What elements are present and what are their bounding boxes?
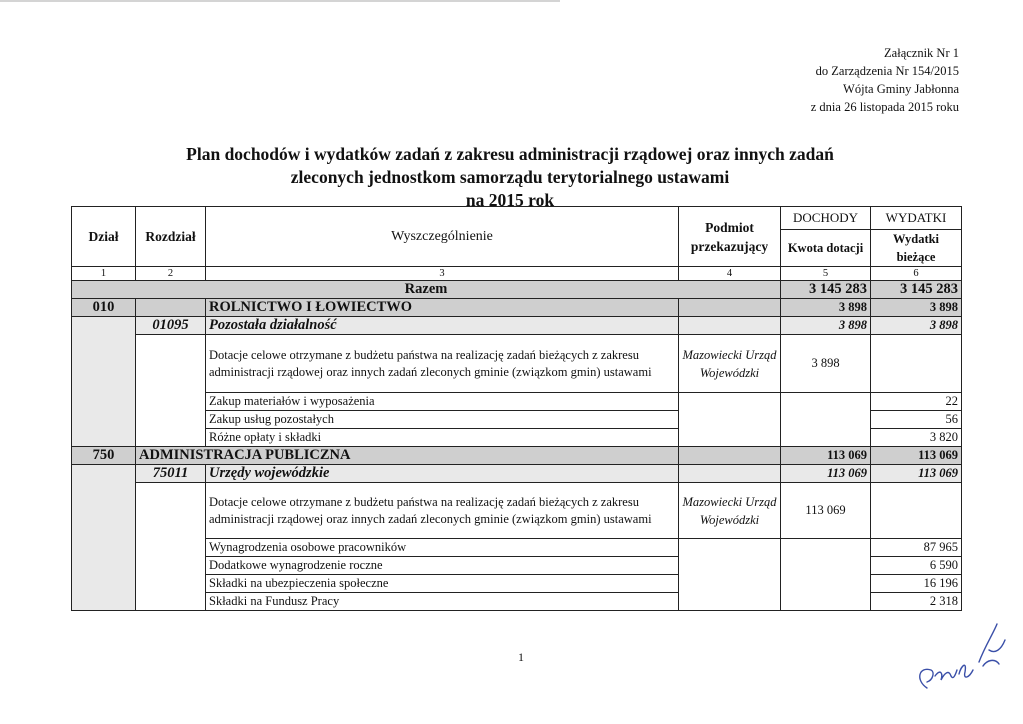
dzial-dochody: 3 898: [781, 299, 871, 317]
expense-label: Wynagrodzenia osobowe pracowników: [206, 539, 679, 557]
dzial-code: 750: [72, 447, 136, 465]
expense-label: Składki na Fundusz Pracy: [206, 593, 679, 611]
rozdzial-code: 01095: [136, 317, 206, 335]
header-dzial: Dział: [72, 207, 136, 267]
expense-amount: 22: [871, 393, 962, 411]
expense-dochody-empty: [781, 539, 871, 611]
rozdzial-blank-cell: [136, 483, 206, 611]
expense-podmiot-empty: [679, 539, 781, 611]
dzial-blank-cell: [72, 465, 136, 611]
attachment-note-line: do Zarządzenia Nr 154/2015: [815, 64, 959, 78]
title-line: zleconych jednostkom samorządu terytorialnego ustawami: [290, 167, 730, 187]
dzial-name: ROLNICTWO I ŁOWIECTWO: [206, 299, 679, 317]
dzial-dochody: 113 069: [781, 447, 871, 465]
column-number: 4: [679, 267, 781, 281]
column-number: 2: [136, 267, 206, 281]
rozdzial-wydatki: 3 898: [871, 317, 962, 335]
attachment-note: [811, 44, 959, 116]
total-row: [72, 281, 962, 299]
attachment-note-line: z dnia 26 listopada 2015 roku: [810, 100, 959, 114]
dzial-row: [72, 299, 962, 317]
rozdzial-name: Urzędy wojewódzkie: [206, 465, 679, 483]
expense-row: [72, 539, 962, 557]
header-kwota-dotacji: Kwota dotacji: [781, 230, 871, 267]
column-number: 5: [781, 267, 871, 281]
rozdzial-name: Pozostała działalność: [206, 317, 679, 335]
rozdzial-wydatki: 113 069: [871, 465, 962, 483]
dzial-wydatki: 3 898: [871, 299, 962, 317]
rozdzial-blank-cell: [136, 335, 206, 447]
rozdzial-row: [72, 317, 962, 335]
dzial-row: [72, 447, 962, 465]
expense-podmiot-empty: [679, 393, 781, 447]
header-wydatki: WYDATKI: [871, 207, 962, 230]
dzial-blank-cell: [72, 317, 136, 447]
expense-amount: 56: [871, 411, 962, 429]
dotacja-row: [72, 335, 962, 393]
dotacja-description: Dotacje celowe otrzymane z budżetu państwa na realizację zadań bieżących z zakresu administracji rządowej oraz innych zadań zleconych gminie (związkom gmin) ustawami: [206, 335, 679, 393]
column-number: 1: [72, 267, 136, 281]
total-wydatki: 3 145 283: [871, 281, 962, 299]
rozdzial-code: 75011: [136, 465, 206, 483]
podmiot-przekazujacy: Mazowiecki Urząd Wojewódzki: [679, 335, 781, 393]
header-wyszczegolnienie: Wyszczególnienie: [206, 207, 679, 267]
table-header-row: [72, 207, 962, 230]
header-podmiot: Podmiot przekazujący: [679, 207, 781, 267]
expense-amount: 6 590: [871, 557, 962, 575]
dzial-spacer: [136, 299, 206, 317]
dzial-podmiot-empty: [679, 447, 781, 465]
dotacja-amount: 3 898: [781, 335, 871, 393]
expense-amount: 2 318: [871, 593, 962, 611]
expense-label: Składki na ubezpieczenia społeczne: [206, 575, 679, 593]
expense-label: Zakup usług pozostałych: [206, 411, 679, 429]
expense-amount: 16 196: [871, 575, 962, 593]
total-dochody: 3 145 283: [781, 281, 871, 299]
dotacja-amount: 113 069: [781, 483, 871, 539]
attachment-note-line: Wójta Gminy Jabłonna: [843, 82, 959, 96]
header-wydatki-biezace: Wydatki bieżące: [871, 230, 962, 267]
dzial-podmiot-empty: [679, 299, 781, 317]
expense-amount: 87 965: [871, 539, 962, 557]
rozdzial-dochody: 3 898: [781, 317, 871, 335]
total-label: Razem: [72, 281, 781, 299]
dotacja-description: Dotacje celowe otrzymane z budżetu państwa na realizację zadań bieżących z zakresu administracji rządowej oraz innych zadań zleconych gminie (związkom gmin) ustawami: [206, 483, 679, 539]
column-number: 3: [206, 267, 679, 281]
expense-row: [72, 393, 962, 411]
dotacja-wydatki-empty: [871, 483, 962, 539]
rozdzial-dochody: 113 069: [781, 465, 871, 483]
expense-dochody-empty: [781, 393, 871, 447]
expense-label: Dodatkowe wynagrodzenie roczne: [206, 557, 679, 575]
dzial-name: ADMINISTRACJA PUBLICZNA: [136, 447, 679, 465]
header-dochody: DOCHODY: [781, 207, 871, 230]
title-line: Plan dochodów i wydatków zadań z zakresu administracji rządowej oraz innych zadań: [186, 144, 834, 164]
expense-amount: 3 820: [871, 429, 962, 447]
attachment-note-line: Załącznik Nr 1: [884, 46, 959, 60]
handwritten-signature: [905, 610, 1015, 705]
column-number-row: [72, 267, 962, 281]
document-title: [150, 143, 870, 212]
dotacja-wydatki-empty: [871, 335, 962, 393]
expense-label: Zakup materiałów i wyposażenia: [206, 393, 679, 411]
budget-table: [71, 206, 962, 611]
rozdzial-podmiot-empty: [679, 465, 781, 483]
scan-edge-line: [0, 0, 560, 2]
page-number: 1: [518, 650, 524, 664]
expense-label: Różne opłaty i składki: [206, 429, 679, 447]
rozdzial-row: [72, 465, 962, 483]
dzial-code: 010: [72, 299, 136, 317]
dzial-wydatki: 113 069: [871, 447, 962, 465]
header-rozdzial: Rozdział: [136, 207, 206, 267]
column-number: 6: [871, 267, 962, 281]
podmiot-przekazujacy: Mazowiecki Urząd Wojewódzki: [679, 483, 781, 539]
title-line: na 2015 rok: [465, 190, 555, 210]
rozdzial-podmiot-empty: [679, 317, 781, 335]
dotacja-row: [72, 483, 962, 539]
